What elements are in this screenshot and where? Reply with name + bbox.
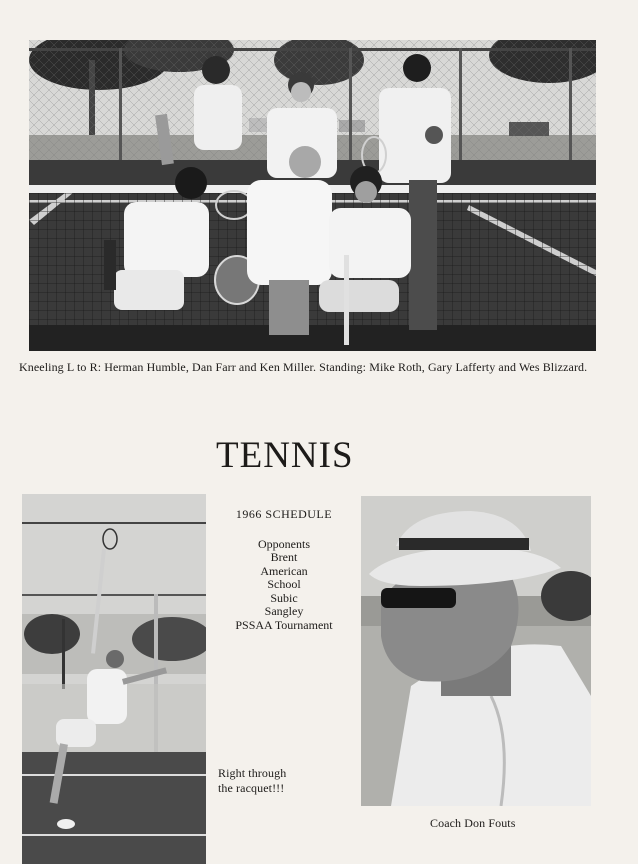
list-item: American xyxy=(260,563,308,578)
serve-caption-line: the racquet!!! xyxy=(218,781,285,795)
list-item: Brent xyxy=(270,550,298,564)
coach-photo-caption: Coach Don Fouts xyxy=(430,816,516,830)
opponents-list xyxy=(214,538,354,633)
serve-caption-line: Right through xyxy=(218,766,287,780)
coach-photo xyxy=(361,496,591,806)
list-item: Subic xyxy=(270,590,298,605)
team-photo xyxy=(29,40,596,351)
team-photo-caption: Kneeling L to R: Herman Humble, Dan Farr and Ken Miller. Standing: Mike Roth, Gary Lafferty and Wes Blizzard. xyxy=(19,360,588,374)
list-item: School xyxy=(267,577,301,591)
schedule-heading: 1966 SCHEDULE xyxy=(235,507,333,521)
serve-photo-caption xyxy=(218,766,328,796)
list-item: Sangley xyxy=(264,604,304,618)
serve-photo xyxy=(22,494,206,864)
schedule-block xyxy=(214,508,354,632)
list-item: PSSAA Tournament xyxy=(235,617,333,632)
page-title: TENNIS xyxy=(216,435,354,476)
opponents-label: Opponents xyxy=(258,536,310,551)
